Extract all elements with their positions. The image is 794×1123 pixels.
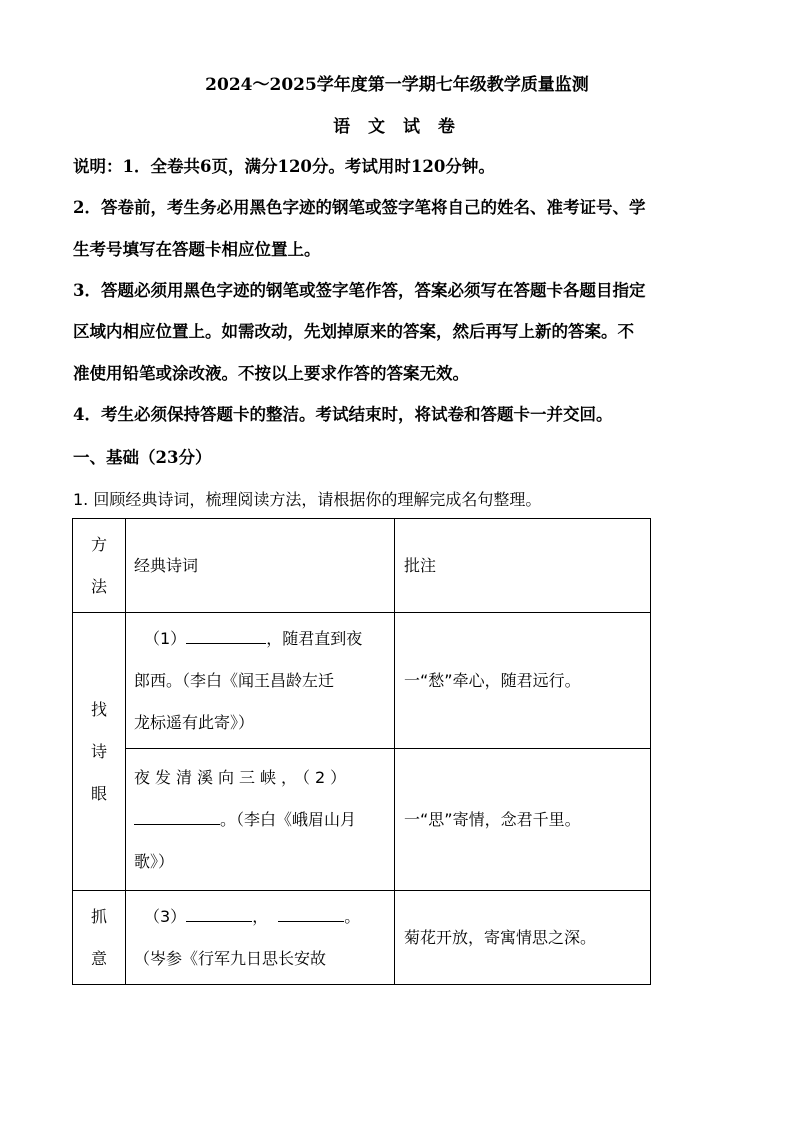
method-char-2: 诗 xyxy=(90,741,107,761)
note-cell-1: 一“愁”牵心，随君远行。 xyxy=(395,613,651,749)
poem-1-text-a: ，随君直到夜 xyxy=(266,628,363,648)
instruction-line-7: 4．考生必须保持答题卡的整洁。考试结束时，将试卷和答题卡一并交回。 xyxy=(73,405,613,424)
note-cell-2: 一“思”寄情，念君千里。 xyxy=(395,749,651,891)
question-1-text: 1. 回顾经典诗词，梳理阅读方法，请根据你的理解完成名句整理。 xyxy=(73,490,542,509)
note-cell-3: 菊花开放，寄寓情思之深。 xyxy=(395,891,651,985)
exam-subtitle: 语 文 试 卷 xyxy=(333,117,461,137)
poem-3-comma: ， xyxy=(252,906,269,926)
method-cell-grasp-meaning xyxy=(73,891,126,985)
instruction-line-5: 区域内相应位置上。如需改动，先划掉原来的答案，然后再写上新的答案。不 xyxy=(73,322,634,341)
exam-title: 2024～2025学年度第一学期七年级教学质量监测 xyxy=(205,75,589,95)
poem-1-text-c: 龙标遥有此寄》） xyxy=(134,712,255,732)
poem-3-text-b: （岑参《行军九日思长安故 xyxy=(134,948,327,968)
table-row xyxy=(73,613,651,749)
section-heading: 一、基础（23分） xyxy=(73,448,212,467)
instruction-line-3: 生考号填写在答题卡相应位置上。 xyxy=(73,240,321,259)
table-row xyxy=(73,749,651,891)
method-char-2: 意 xyxy=(90,948,107,968)
poem-2-text-c: 歌》） xyxy=(134,851,175,871)
table-header-row xyxy=(73,519,651,613)
poem-1-text-b: 郎西。（李白《闻王昌龄左迁 xyxy=(134,670,335,690)
poem-2-text-a: 夜发清溪向三峡，（2） xyxy=(134,767,352,787)
blank-number-1: （1） xyxy=(144,628,187,648)
poem-3-period: 。 xyxy=(344,906,361,926)
poem-cell-2 xyxy=(126,749,395,891)
answer-blank-1[interactable] xyxy=(186,627,266,644)
instruction-line-1: 说明：1．全卷共6页，满分120分。考试用时120分钟。 xyxy=(73,157,495,176)
instruction-line-6: 准使用铅笔或涂改液。不按以上要求作答的答案无效。 xyxy=(73,364,469,383)
poem-2-text-b: 。（李白《峨眉山月 xyxy=(220,809,357,829)
method-char-3: 眼 xyxy=(90,783,107,803)
poem-header-cell: 经典诗词 xyxy=(126,519,395,613)
note-header-cell: 批注 xyxy=(395,519,651,613)
method-header-char-1: 方 xyxy=(90,534,107,554)
method-char-1: 抓 xyxy=(90,906,107,926)
poem-table xyxy=(72,518,651,985)
poem-cell-1 xyxy=(126,613,395,749)
instruction-line-2: 2．答卷前，考生务必用黑色字迹的钢笔或签字笔将自己的姓名、准考证号、学 xyxy=(73,198,646,217)
answer-blank-3b[interactable] xyxy=(278,905,344,922)
table-row xyxy=(73,891,651,985)
blank-number-3: （3） xyxy=(144,906,187,926)
method-char-1: 找 xyxy=(90,699,107,719)
instruction-line-4: 3．答题必须用黑色字迹的钢笔或签字笔作答，答案必须写在答题卡各题目指定 xyxy=(73,281,646,300)
poem-cell-3 xyxy=(126,891,395,985)
method-header-cell xyxy=(73,519,126,613)
answer-blank-3a[interactable] xyxy=(186,905,252,922)
method-header-char-2: 法 xyxy=(90,576,107,596)
answer-blank-2[interactable] xyxy=(134,808,220,825)
method-cell-find-poem-eye xyxy=(73,613,126,891)
